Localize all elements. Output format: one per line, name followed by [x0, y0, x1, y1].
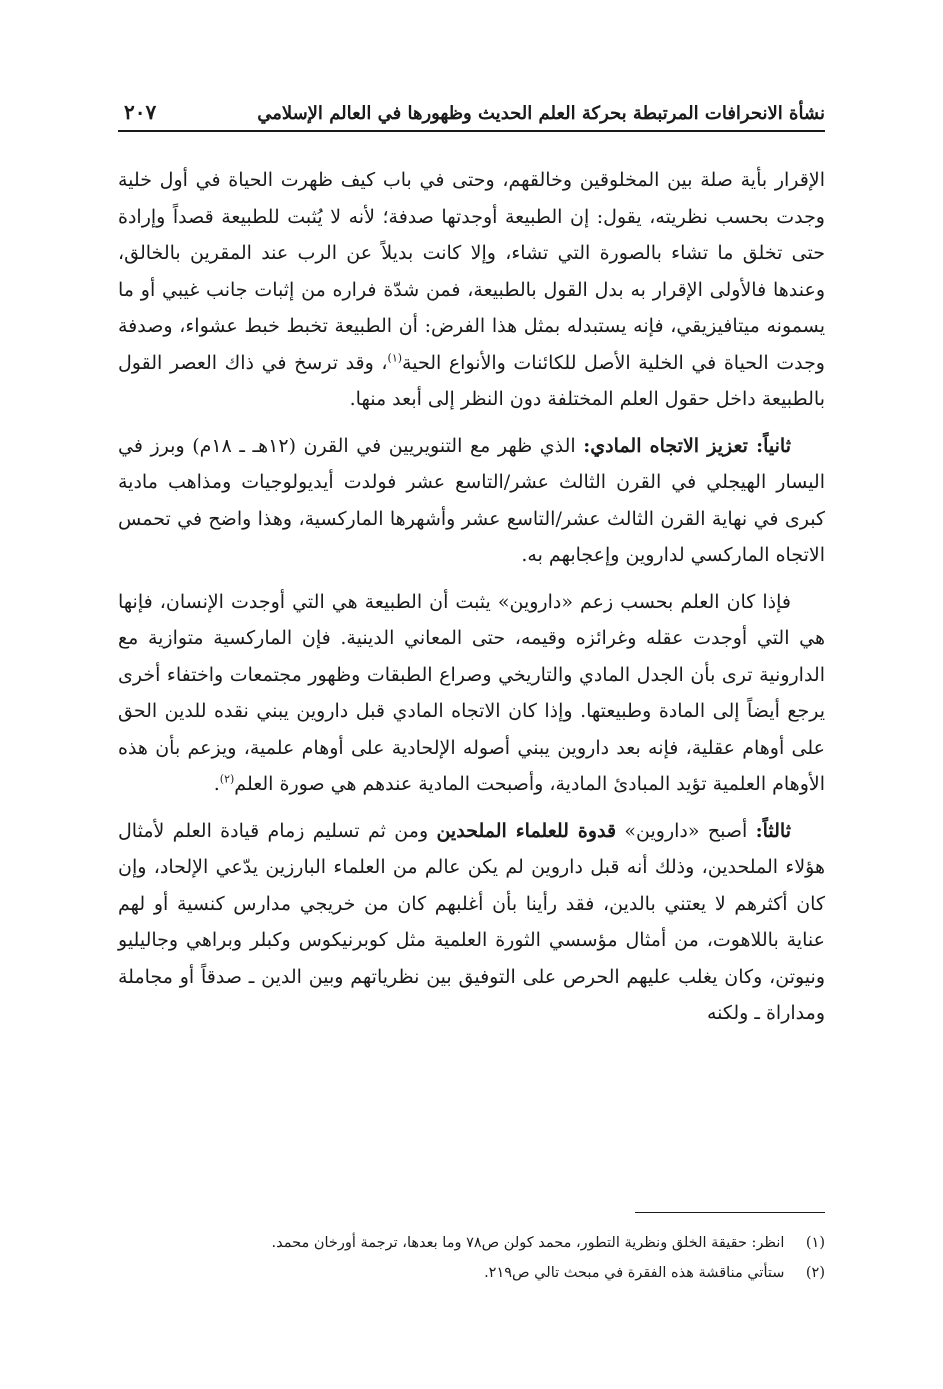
footnotes — [118, 1228, 825, 1288]
footnote-2 — [118, 1258, 825, 1288]
paragraph-2-text: الذي ظهر مع التنويريين في القرن (١٢هـ ـ ١٨م) وبرز في اليسار الهيجلي في القرن الثالث عشر/التاسع عشر فولدت أيديولوجيات ومذاهب مادية كبرى في نهاية القرن الثالث عشر/التاسع عشر وأشهرها الماركسية، وهذا واضح في تحمس الاتجاه الماركسي لداروين وإعجابهم به. — [118, 434, 825, 566]
running-title: نشأة الانحرافات المرتبطة بحركة العلم الحديث وظهورها في العالم الإسلامي — [257, 103, 825, 124]
page-header — [118, 88, 825, 132]
footnote-1-mark: (١) — [805, 1235, 825, 1251]
footnote-ref-2[interactable]: (٢) — [219, 772, 235, 786]
paragraph-4-text-b: ومن ثم تسليم زمام قيادة العلم لأمثال هؤلاء الملحدين، وذلك أنه قبل داروين لم يكن عالم من العلماء البارزين يدّعي الإلحاد، وإن كان أكثرهم لا يعتني بالدين، فقد رأينا بأن أغلبهم كان من خريجي مدارس كنسية أو لهم عناية باللاهوت، من أمثال مؤسسي الثورة العلمية مثل كوبرنيكوس وكبلر وبراهي وجاليليو ونيوتن، وكان يغلب عليهم الحرص على التوفيق بين نظرياتهم وبين الدين ـ صدقاً أو مجاملة ومداراة ـ ولكنه — [118, 819, 825, 1024]
paragraph-1-text-after: ، وقد ترسخ في ذاك العصر القول بالطبيعة داخل حقول العلم المختلفة دون النظر إلى أبعد منها. — [118, 351, 825, 410]
paragraph-4 — [118, 813, 825, 1032]
footnote-2-mark: (٢) — [805, 1265, 825, 1281]
paragraph-3 — [118, 584, 825, 803]
paragraph-4-text-a: أصبح «داروين» — [616, 819, 756, 842]
paragraph-4-bold-phrase: قدوة للعلماء الملحدين — [436, 819, 617, 842]
paragraph-3-text: فإذا كان العلم بحسب زعم «داروين» يثبت أن الطبيعة هي التي أوجدت الإنسان، فإنها هي التي أوجدت عقله وغرائزه وقيمه، حتى المعاني الدينية. فإن الماركسية متوازية مع الدارونية ترى بأن الجدل المادي والتاريخي وصراع الطبقات وظهور مجتمعات واختفاء أخرى يرجع أيضاً إلى المادة وطبيعتها. وإذا كان الاتجاه المادي قبل داروين يبني نقده للدين الحق على أوهام عقلية، فإنه بعد داروين يبني أصوله الإلحادية على أوهام علمية، ويزعم بأن هذه الأوهام العلمية تؤيد المبادئ المادية، وأصبحت المادية عندهم هي صورة العلم — [118, 590, 825, 795]
footnote-1 — [118, 1228, 825, 1258]
paragraph-2 — [118, 428, 825, 574]
section-lead-thalithan: ثالثاً: — [755, 819, 791, 842]
footnote-2-text: ستأتي مناقشة هذه الفقرة في مبحث تالي ص٢١٩. — [484, 1265, 785, 1281]
paragraph-3-text-after: . — [213, 773, 220, 795]
footnote-separator — [635, 1212, 825, 1213]
page-number: ٢٠٧ — [124, 100, 157, 124]
main-text — [118, 162, 825, 1042]
footnote-1-text: انظر: حقيقة الخلق ونظرية التطور، محمد كولن ص٧٨ وما بعدها، ترجمة أورخان محمد. — [271, 1235, 785, 1251]
paragraph-1 — [118, 162, 825, 418]
footnote-ref-1[interactable]: (١) — [387, 351, 403, 365]
section-lead-thaniyan: ثانياً: تعزيز الاتجاه المادي: — [583, 434, 791, 457]
paragraph-1-text: الإقرار بأية صلة بين المخلوقين وخالقهم، وحتى في باب كيف ظهرت الحياة في أول خلية وجدت بحسب نظريته، يقول: إن الطبيعة أوجدتها صدفة؛ لأنه لا يُثبت للطبيعة قصداً وإرادة حتى تخلق ما تشاء بالصورة التي تشاء، وإلا كانت بديلاً عن الرب عند المقرين بالخالق، وعندها فالأولى الإقرار به بدل القول بالطبيعة، فمن شدّة فراره من إثبات جانب غيبي أو ما يسمونه ميتافيزيقي، فإنه يستبدله بمثل هذا الفرض: أن الطبيعة تخبط خبط عشواء، وصدفة وجدت الحياة في الخلية الأصل للكائنات والأنواع الحية — [118, 169, 825, 374]
